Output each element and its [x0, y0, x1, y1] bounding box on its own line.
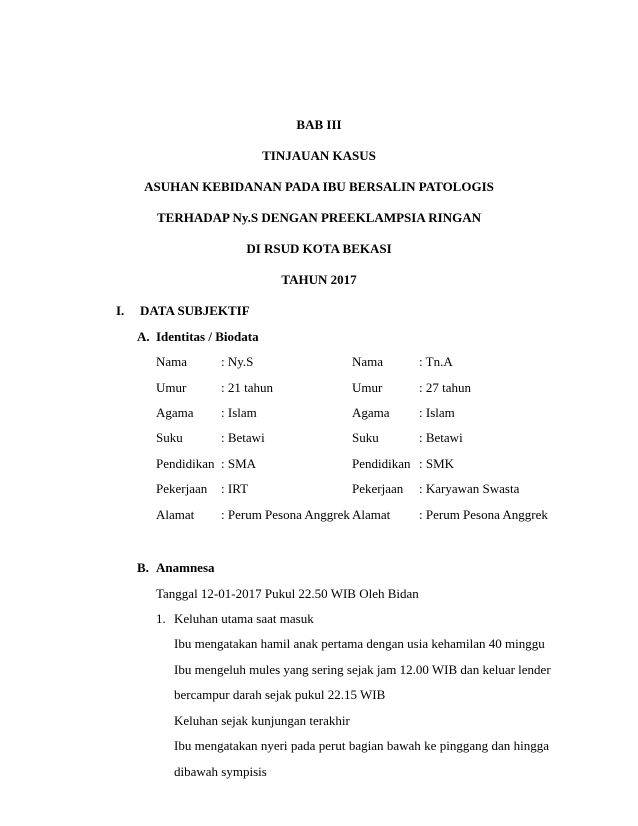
label-cell: Alamat	[352, 507, 391, 522]
label-cell: Nama	[156, 354, 188, 369]
value-cell: : Betawi	[419, 430, 463, 445]
title-line-2: TERHADAP Ny.S DENGAN PREEKLAMPSIA RINGAN	[157, 210, 481, 225]
section-number: I.	[116, 303, 125, 318]
subsection-b-title: Anamnesa	[156, 560, 215, 575]
paragraph-line: dibawah sympisis	[174, 764, 267, 779]
paragraph-line: Ibu mengeluh mules yang sering sejak jam 12.00 WIB dan keluar lender	[174, 662, 551, 677]
label-cell: Umur	[156, 380, 187, 395]
value-cell: : Tn.A	[419, 354, 453, 369]
label-cell: Suku	[352, 430, 379, 445]
paragraph-line: Ibu mengatakan hamil anak pertama dengan usia kehamilan 40 minggu	[174, 636, 545, 651]
value-cell: : 21 tahun	[221, 380, 273, 395]
label-cell: Agama	[352, 405, 390, 420]
table-row	[0, 481, 638, 499]
value-cell: : Karyawan Swasta	[419, 481, 520, 496]
label-cell: Agama	[156, 405, 194, 420]
value-cell: : 27 tahun	[419, 380, 471, 395]
table-row	[0, 405, 638, 423]
label-cell: Alamat	[156, 507, 195, 522]
table-row	[0, 430, 638, 448]
subsection-a-title: Identitas / Biodata	[156, 329, 259, 344]
value-cell: : Ny.S	[221, 354, 254, 369]
item-number: 1.	[156, 611, 166, 626]
value-cell: : Perum Pesona Anggrek	[419, 507, 548, 522]
label-cell: Suku	[156, 430, 183, 445]
label-cell: Nama	[352, 354, 384, 369]
label-cell: Umur	[352, 380, 383, 395]
title-year: TAHUN 2017	[281, 272, 357, 287]
anamnesa-date-line: Tanggal 12-01-2017 Pukul 22.50 WIB Oleh Bidan	[156, 586, 419, 601]
value-cell: : SMK	[419, 456, 455, 471]
title-line-1: ASUHAN KEBIDANAN PADA IBU BERSALIN PATOLOGIS	[144, 179, 494, 194]
title-line-3: DI RSUD KOTA BEKASI	[246, 241, 392, 256]
table-row	[0, 507, 638, 525]
label-cell: Pekerjaan	[352, 481, 404, 496]
table-row	[0, 354, 638, 372]
label-cell: Pekerjaan	[156, 481, 208, 496]
paragraph-line: Keluhan sejak kunjungan terakhir	[174, 713, 350, 728]
value-cell: : Perum Pesona Anggrek	[221, 507, 350, 522]
value-cell: : Betawi	[221, 430, 265, 445]
paragraph-line: Ibu mengatakan nyeri pada perut bagian bawah ke pinggang dan hingga	[174, 738, 549, 753]
item-title: Keluhan utama saat masuk	[174, 611, 314, 626]
table-row	[0, 380, 638, 398]
label-cell: Pendidikan	[156, 456, 215, 471]
subsection-a-letter: A.	[137, 329, 150, 344]
chapter-subtitle: TINJAUAN KASUS	[262, 148, 376, 163]
subsection-b-letter: B.	[137, 560, 149, 575]
table-row	[0, 456, 638, 474]
value-cell: : IRT	[221, 481, 249, 496]
value-cell: : SMA	[221, 456, 257, 471]
paragraph-line: bercampur darah sejak pukul 22.15 WIB	[174, 687, 386, 702]
section-title: DATA SUBJEKTIF	[140, 303, 250, 318]
label-cell: Pendidikan	[352, 456, 411, 471]
chapter-heading: BAB III	[296, 117, 342, 132]
value-cell: : Islam	[419, 405, 455, 420]
value-cell: : Islam	[221, 405, 257, 420]
